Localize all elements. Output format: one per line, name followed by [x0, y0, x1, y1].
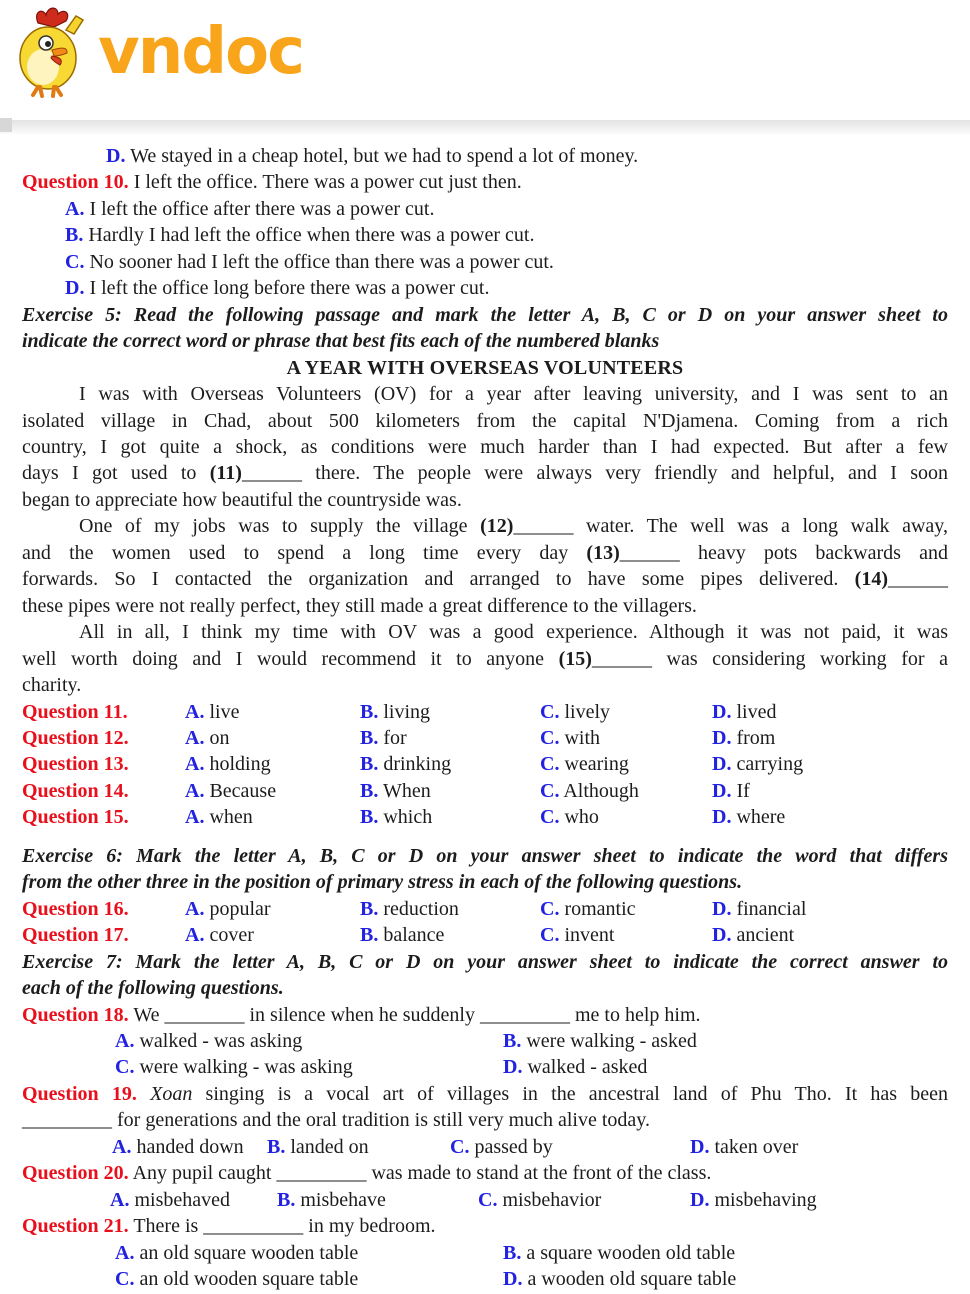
- question-18-line: [22, 1002, 948, 1028]
- exercise-6-header: [22, 843, 948, 869]
- option-cell: [110, 1187, 277, 1213]
- question-label: Question 13.: [22, 753, 129, 776]
- question-10-line: [22, 169, 948, 195]
- option-row: [22, 1054, 948, 1080]
- text-run: _________ for generations and the oral tradition is still very much alive today.: [22, 1109, 650, 1132]
- text-run: forwards. So I contacted the organization and arranged to have some pipes delivered.: [22, 568, 855, 591]
- option-letter: C.: [478, 1188, 498, 1211]
- bold-run: (15): [558, 647, 592, 670]
- option-letter: B.: [503, 1029, 522, 1052]
- option-cell: [185, 751, 360, 777]
- option-cell: [360, 751, 540, 777]
- text-run: Exercise 7: Mark the letter A, B, C or D on your answer sheet to indicate the correct answer to: [22, 950, 948, 973]
- option-letter: C.: [115, 1268, 135, 1291]
- question-label: Question 16.: [22, 897, 129, 920]
- text-run: misbehaved: [129, 1188, 230, 1211]
- text-run: romantic: [559, 897, 636, 920]
- option-letter: A.: [185, 806, 205, 829]
- text-run: live: [204, 700, 240, 723]
- option-letter: B.: [360, 779, 379, 802]
- question-label-cell: [22, 804, 185, 830]
- exercise-5-header: [22, 302, 948, 328]
- text-run: No sooner had I left the office than there was a power cut.: [84, 250, 554, 273]
- text-run: lived: [731, 700, 777, 723]
- question-label: Question 17.: [22, 924, 129, 947]
- option-cell: [503, 1266, 948, 1292]
- option-letter: A.: [110, 1188, 130, 1211]
- option-cell: [690, 1134, 948, 1160]
- option-letter: D.: [690, 1135, 710, 1158]
- option-cell: [360, 778, 540, 804]
- option-letter: A.: [185, 700, 205, 723]
- text-run: There is __________ in my bedroom.: [128, 1215, 436, 1238]
- question-19-line: [22, 1107, 948, 1133]
- option-letter: C.: [65, 250, 85, 273]
- text-run: a square wooden old table: [521, 1241, 736, 1264]
- option-letter: C.: [540, 779, 560, 802]
- text-run: misbehaving: [709, 1188, 817, 1211]
- option-line: [22, 196, 948, 222]
- option-cell: [360, 699, 540, 725]
- chicken-mascot-icon: [10, 6, 94, 98]
- text-run: ______ there. The people were always very friendly and helpful, and I soon: [241, 462, 948, 485]
- option-cell: [360, 896, 540, 922]
- text-run: these pipes were not really perfect, they still made a great difference to the villagers.: [22, 594, 697, 617]
- option-cell: [712, 699, 948, 725]
- text-run: charity.: [22, 674, 82, 697]
- text-run: were walking - asked: [521, 1029, 697, 1052]
- option-cell: [540, 778, 712, 804]
- text-run: were walking - was asking: [134, 1056, 353, 1079]
- passage-line: [22, 593, 948, 619]
- option-letter: D.: [712, 924, 732, 947]
- option-cell: [185, 778, 360, 804]
- question-label: Question 11.: [22, 700, 128, 723]
- option-cell: [185, 699, 360, 725]
- option-row: [22, 1266, 948, 1292]
- text-run: passed by: [469, 1135, 553, 1158]
- exercise-5-header: [22, 328, 948, 354]
- text-run: One of my jobs was to supply the village: [79, 515, 481, 538]
- exercise-6-header: [22, 869, 948, 895]
- option-letter: A.: [65, 197, 85, 220]
- option-letter: C.: [450, 1135, 470, 1158]
- option-letter: B.: [360, 897, 379, 920]
- text-run: wearing: [559, 753, 629, 776]
- text-run: If: [731, 779, 750, 802]
- text-run: with: [559, 726, 601, 749]
- question-label-cell: [22, 725, 185, 751]
- option-letter: B.: [267, 1135, 286, 1158]
- question-label: Question 12.: [22, 726, 129, 749]
- text-run: indicate the correct word or phrase that best fits each of the numbered blanks: [22, 330, 660, 353]
- option-cell: [267, 1134, 450, 1160]
- question-21-line: [22, 1213, 948, 1239]
- text-run: I left the office after there was a power cut.: [84, 197, 435, 220]
- option-cell: [185, 725, 360, 751]
- option-cell: [503, 1054, 948, 1080]
- question-14-row: [22, 778, 948, 804]
- option-letter: A.: [185, 753, 205, 776]
- question-15-row: [22, 804, 948, 830]
- bold-run: (11): [209, 462, 242, 485]
- text-run: taken over: [709, 1135, 799, 1158]
- option-letter: D.: [65, 277, 85, 300]
- passage-title: [22, 355, 948, 381]
- option-row: [22, 1134, 948, 1160]
- text-run: for: [378, 726, 407, 749]
- text-run: walked - asked: [522, 1056, 648, 1079]
- option-letter: C.: [540, 753, 560, 776]
- document-body: [22, 143, 948, 1292]
- option-line: [22, 275, 948, 301]
- option-cell: [712, 896, 948, 922]
- text-run: living: [378, 700, 431, 723]
- option-cell: [540, 922, 712, 948]
- option-letter: B.: [360, 924, 379, 947]
- option-letter: D.: [503, 1056, 523, 1079]
- option-cell: [690, 1187, 948, 1213]
- vndoc-logo: [10, 6, 303, 98]
- option-cell: [115, 1266, 503, 1292]
- option-letter: C.: [540, 700, 560, 723]
- text-run: I left the office. There was a power cut just then.: [128, 171, 522, 194]
- italic-run: Xoan: [150, 1082, 193, 1105]
- option-letter: A.: [185, 726, 205, 749]
- option-cell: [478, 1187, 690, 1213]
- option-row: [22, 1028, 948, 1054]
- text-run: ancient: [731, 924, 795, 947]
- option-letter: A.: [112, 1135, 132, 1158]
- option-letter: B.: [360, 700, 379, 723]
- option-letter: D.: [503, 1268, 523, 1291]
- text-run: and the women used to spend a long time every day: [22, 541, 587, 564]
- passage-line: [22, 381, 948, 407]
- text-run: Any pupil caught _________ was made to stand at the front of the class.: [128, 1162, 712, 1185]
- text-run: A YEAR WITH OVERSEAS VOLUNTEERS: [286, 356, 684, 379]
- text-run: misbehavior: [497, 1188, 602, 1211]
- option-line: [22, 249, 948, 275]
- option-cell: [277, 1187, 478, 1213]
- text-run: Because: [204, 779, 277, 802]
- option-cell: [450, 1134, 690, 1160]
- text-run: began to appreciate how beautiful the countryside was.: [22, 488, 462, 511]
- option-cell: [503, 1240, 948, 1266]
- question-label: Question 14.: [22, 779, 129, 802]
- option-line: [22, 143, 948, 169]
- text-run: ______: [888, 568, 948, 591]
- text-run: holding: [204, 753, 271, 776]
- vndoc-wordmark: vndoc: [98, 15, 303, 89]
- option-letter: D.: [106, 145, 126, 167]
- option-letter: B.: [360, 726, 379, 749]
- text-run: Hardly I had left the office when there was a power cut.: [83, 224, 535, 247]
- text-run: days I got used to: [22, 462, 210, 485]
- question-label: Question 15.: [22, 806, 129, 829]
- text-run: ______ heavy pots backwards and: [619, 541, 948, 564]
- text-run: walked - was asking: [134, 1029, 303, 1052]
- passage-line: [22, 513, 948, 539]
- option-cell: [712, 725, 948, 751]
- option-letter: B.: [277, 1188, 296, 1211]
- passage-line: [22, 460, 948, 486]
- text-run: We stayed in a cheap hotel, but we had to spend a lot of money.: [125, 145, 639, 167]
- text-run: financial: [731, 897, 807, 920]
- text-run: drinking: [378, 753, 452, 776]
- option-letter: D.: [712, 806, 732, 829]
- passage-line: [22, 540, 948, 566]
- text-run: when: [204, 806, 253, 829]
- option-letter: B.: [65, 224, 84, 247]
- option-letter: A.: [185, 897, 205, 920]
- text-run: landed on: [285, 1135, 369, 1158]
- option-row: [22, 1240, 948, 1266]
- question-12-row: [22, 725, 948, 751]
- text-run: a wooden old square table: [522, 1268, 737, 1291]
- question-17-row: [22, 922, 948, 948]
- question-label: Question 18.: [22, 1003, 129, 1026]
- text-run: country, I got quite a shock, as conditions were much harder than I had expected. But after a few: [22, 435, 948, 458]
- text-run: When: [378, 779, 431, 802]
- option-letter: A.: [185, 779, 205, 802]
- text-run: singing is a vocal art of villages in the ancestral land of Phu Tho. It has been: [192, 1082, 948, 1105]
- text-run: an old wooden square table: [134, 1268, 359, 1291]
- passage-line: [22, 408, 948, 434]
- scan-edge-artifact: [0, 118, 12, 132]
- text-run: who: [559, 806, 599, 829]
- question-label: Question 20.: [22, 1162, 129, 1185]
- option-letter: D.: [712, 726, 732, 749]
- option-cell: [115, 1054, 503, 1080]
- option-cell: [712, 751, 948, 777]
- text-run: on: [204, 726, 230, 749]
- passage-line: [22, 672, 948, 698]
- text-run: where: [731, 806, 786, 829]
- passage-line: [22, 434, 948, 460]
- option-cell: [540, 725, 712, 751]
- question-label-cell: [22, 896, 185, 922]
- option-letter: B.: [360, 753, 379, 776]
- question-label-cell: [22, 778, 185, 804]
- option-letter: D.: [712, 779, 732, 802]
- text-run: I left the office long before there was a power cut.: [84, 277, 490, 300]
- passage-line: [22, 646, 948, 672]
- option-letter: A.: [185, 924, 205, 947]
- option-cell: [540, 804, 712, 830]
- option-cell: [712, 778, 948, 804]
- option-letter: C.: [115, 1056, 135, 1079]
- question-label: Question 10.: [22, 171, 129, 194]
- option-cell: [360, 922, 540, 948]
- option-letter: A.: [115, 1029, 135, 1052]
- option-letter: D.: [712, 700, 732, 723]
- text-run: each of the following questions.: [22, 977, 284, 1000]
- option-letter: C.: [540, 924, 560, 947]
- question-11-row: [22, 699, 948, 725]
- exercise-7-header: [22, 949, 948, 975]
- exercise-7-header: [22, 975, 948, 1001]
- question-label: Question 19.: [22, 1082, 137, 1105]
- option-cell: [360, 725, 540, 751]
- option-cell: [185, 896, 360, 922]
- text-run: Exercise 6: Mark the letter A, B, C or D on your answer sheet to indicate the word that differs: [22, 844, 948, 867]
- text-run: invent: [559, 924, 615, 947]
- passage-line: [22, 566, 948, 592]
- text-run: lively: [559, 700, 610, 723]
- option-letter: D.: [712, 753, 732, 776]
- option-cell: [712, 922, 948, 948]
- text-run: We ________ in silence when he suddenly _________ me to help him.: [128, 1003, 701, 1026]
- text-run: from the other three in the position of primary stress in each of the following questions.: [22, 871, 743, 894]
- question-16-row: [22, 896, 948, 922]
- text-run: carrying: [731, 753, 804, 776]
- option-letter: C.: [540, 726, 560, 749]
- option-cell: [540, 751, 712, 777]
- bold-run: (14): [854, 568, 888, 591]
- option-cell: [712, 804, 948, 830]
- question-label-cell: [22, 922, 185, 948]
- text-run: All in all, I think my time with OV was a good experience. Although it was not paid, it was: [79, 621, 948, 644]
- page-top-divider: [0, 120, 970, 134]
- passage-line: [22, 487, 948, 513]
- text-run: balance: [378, 924, 445, 947]
- option-cell: [112, 1134, 267, 1160]
- question-label-cell: [22, 751, 185, 777]
- text-run: Although: [559, 779, 639, 802]
- option-cell: [185, 922, 360, 948]
- text-run: well worth doing and I would recommend it to anyone: [22, 647, 559, 670]
- option-letter: B.: [360, 806, 379, 829]
- option-cell: [185, 804, 360, 830]
- bold-run: (12): [480, 515, 514, 538]
- option-letter: C.: [540, 897, 560, 920]
- text-run: from: [731, 726, 776, 749]
- question-20-line: [22, 1160, 948, 1186]
- bold-run: (13): [586, 541, 620, 564]
- option-letter: B.: [503, 1241, 522, 1264]
- text-run: handed down: [131, 1135, 244, 1158]
- text-run: which: [378, 806, 433, 829]
- option-letter: C.: [540, 806, 560, 829]
- option-cell: [115, 1028, 503, 1054]
- text-run: I was with Overseas Volunteers (OV) for a year after leaving university, and I was sent to an: [79, 383, 948, 406]
- question-19-line: [22, 1081, 948, 1107]
- option-cell: [115, 1240, 503, 1266]
- text-run: cover: [204, 924, 254, 947]
- text-run: ______ was considering working for a: [591, 647, 949, 670]
- option-cell: [540, 699, 712, 725]
- option-letter: A.: [115, 1241, 135, 1264]
- text-run: Exercise 5: Read the following passage and mark the letter A, B, C or D on your answer sheet to: [22, 303, 948, 326]
- passage-line: [22, 619, 948, 645]
- option-cell: [540, 896, 712, 922]
- question-label: Question 21.: [22, 1215, 129, 1238]
- text-run: misbehave: [295, 1188, 386, 1211]
- question-13-row: [22, 751, 948, 777]
- option-letter: D.: [712, 897, 732, 920]
- option-cell: [360, 804, 540, 830]
- text-run: [137, 1083, 150, 1105]
- text-run: reduction: [378, 897, 459, 920]
- option-cell: [503, 1028, 948, 1054]
- text-run: ______ water. The well was a long walk away,: [513, 515, 948, 538]
- text-run: isolated village in Chad, about 500 kilometers from the capital N'Djamena. Coming from a rich: [22, 409, 948, 432]
- option-letter: D.: [690, 1188, 710, 1211]
- text-run: popular: [204, 897, 271, 920]
- text-run: an old square wooden table: [134, 1241, 359, 1264]
- question-label-cell: [22, 699, 185, 725]
- option-row: [22, 1187, 948, 1213]
- option-line: [22, 222, 948, 248]
